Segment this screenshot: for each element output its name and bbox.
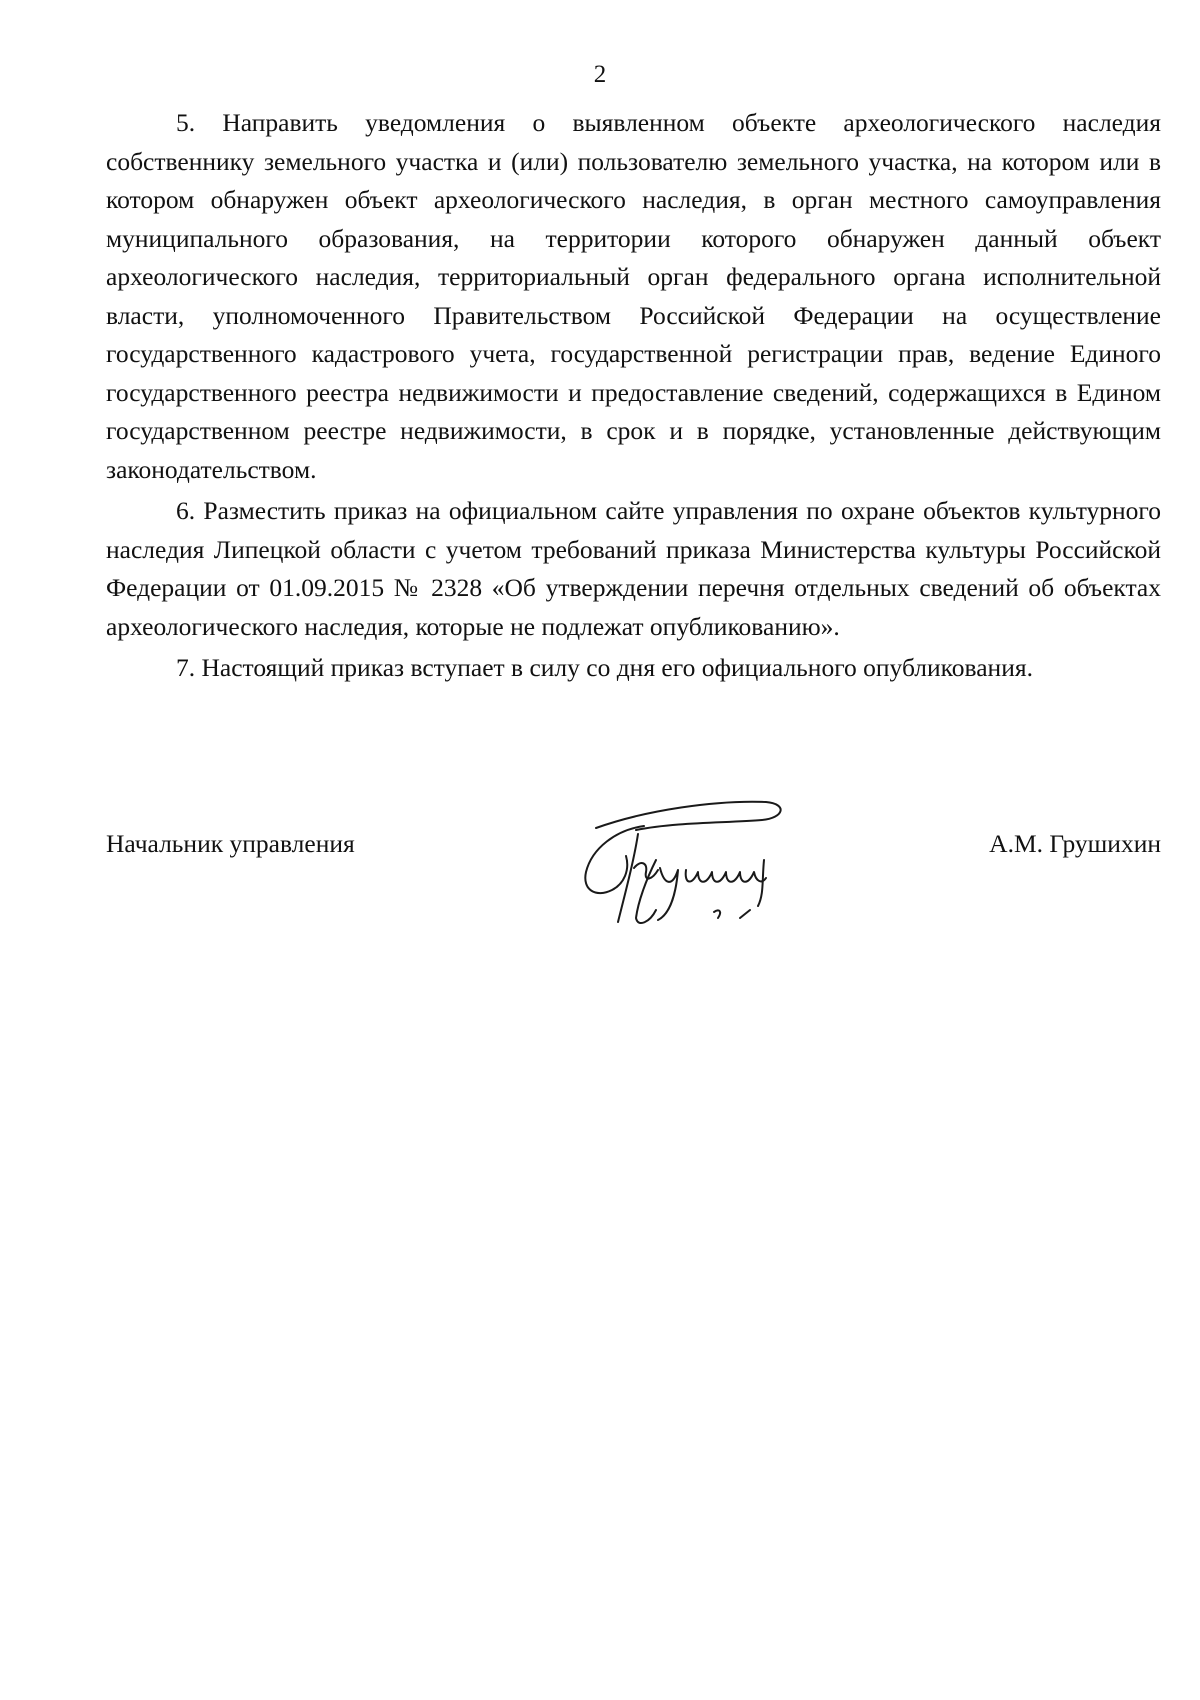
signature-block xyxy=(106,820,1161,940)
signatory-name: А.М. Грушихин xyxy=(989,829,1161,858)
paragraph-6: 6. Разместить приказ на официальном сайте управления по охране объектов культурного наследия Липецкой области с учетом требований приказа Министерства культуры Российской Федерации от 01.09.2015 № 2328 «Об утверждении перечня отдельных сведений об объектах археологического наследия, которые не подлежат опубликованию». xyxy=(106,496,1161,641)
paragraph-5: 5. Направить уведомления о выявленном объекте археологического наследия собственнику земельного участка и (или) пользователю земельного участка, на котором или в котором обнаружен объект археологического наследия, в орган местного самоуправления муниципального образования, на территории которого обнаружен данный объект археологического наследия, территориальный орган федерального органа исполнительной власти, уполномоченного Правительством Российской Федерации на осуществление государственного кадастрового учета, государственной регистрации прав, ведение Единого государственного реестра недвижимости и предоставление сведений, содержащихся в Едином государственном реестре недвижимости, в срок и в порядке, установленные действующим законодательством. xyxy=(106,108,1161,484)
signatory-position: Начальник управления xyxy=(106,829,355,858)
handwritten-signature xyxy=(526,790,806,940)
paragraph-7: 7. Настоящий приказ вступает в силу со дня его официального опубликования. xyxy=(176,653,1033,682)
page-number: 2 xyxy=(593,61,607,88)
document-body xyxy=(106,104,1161,691)
